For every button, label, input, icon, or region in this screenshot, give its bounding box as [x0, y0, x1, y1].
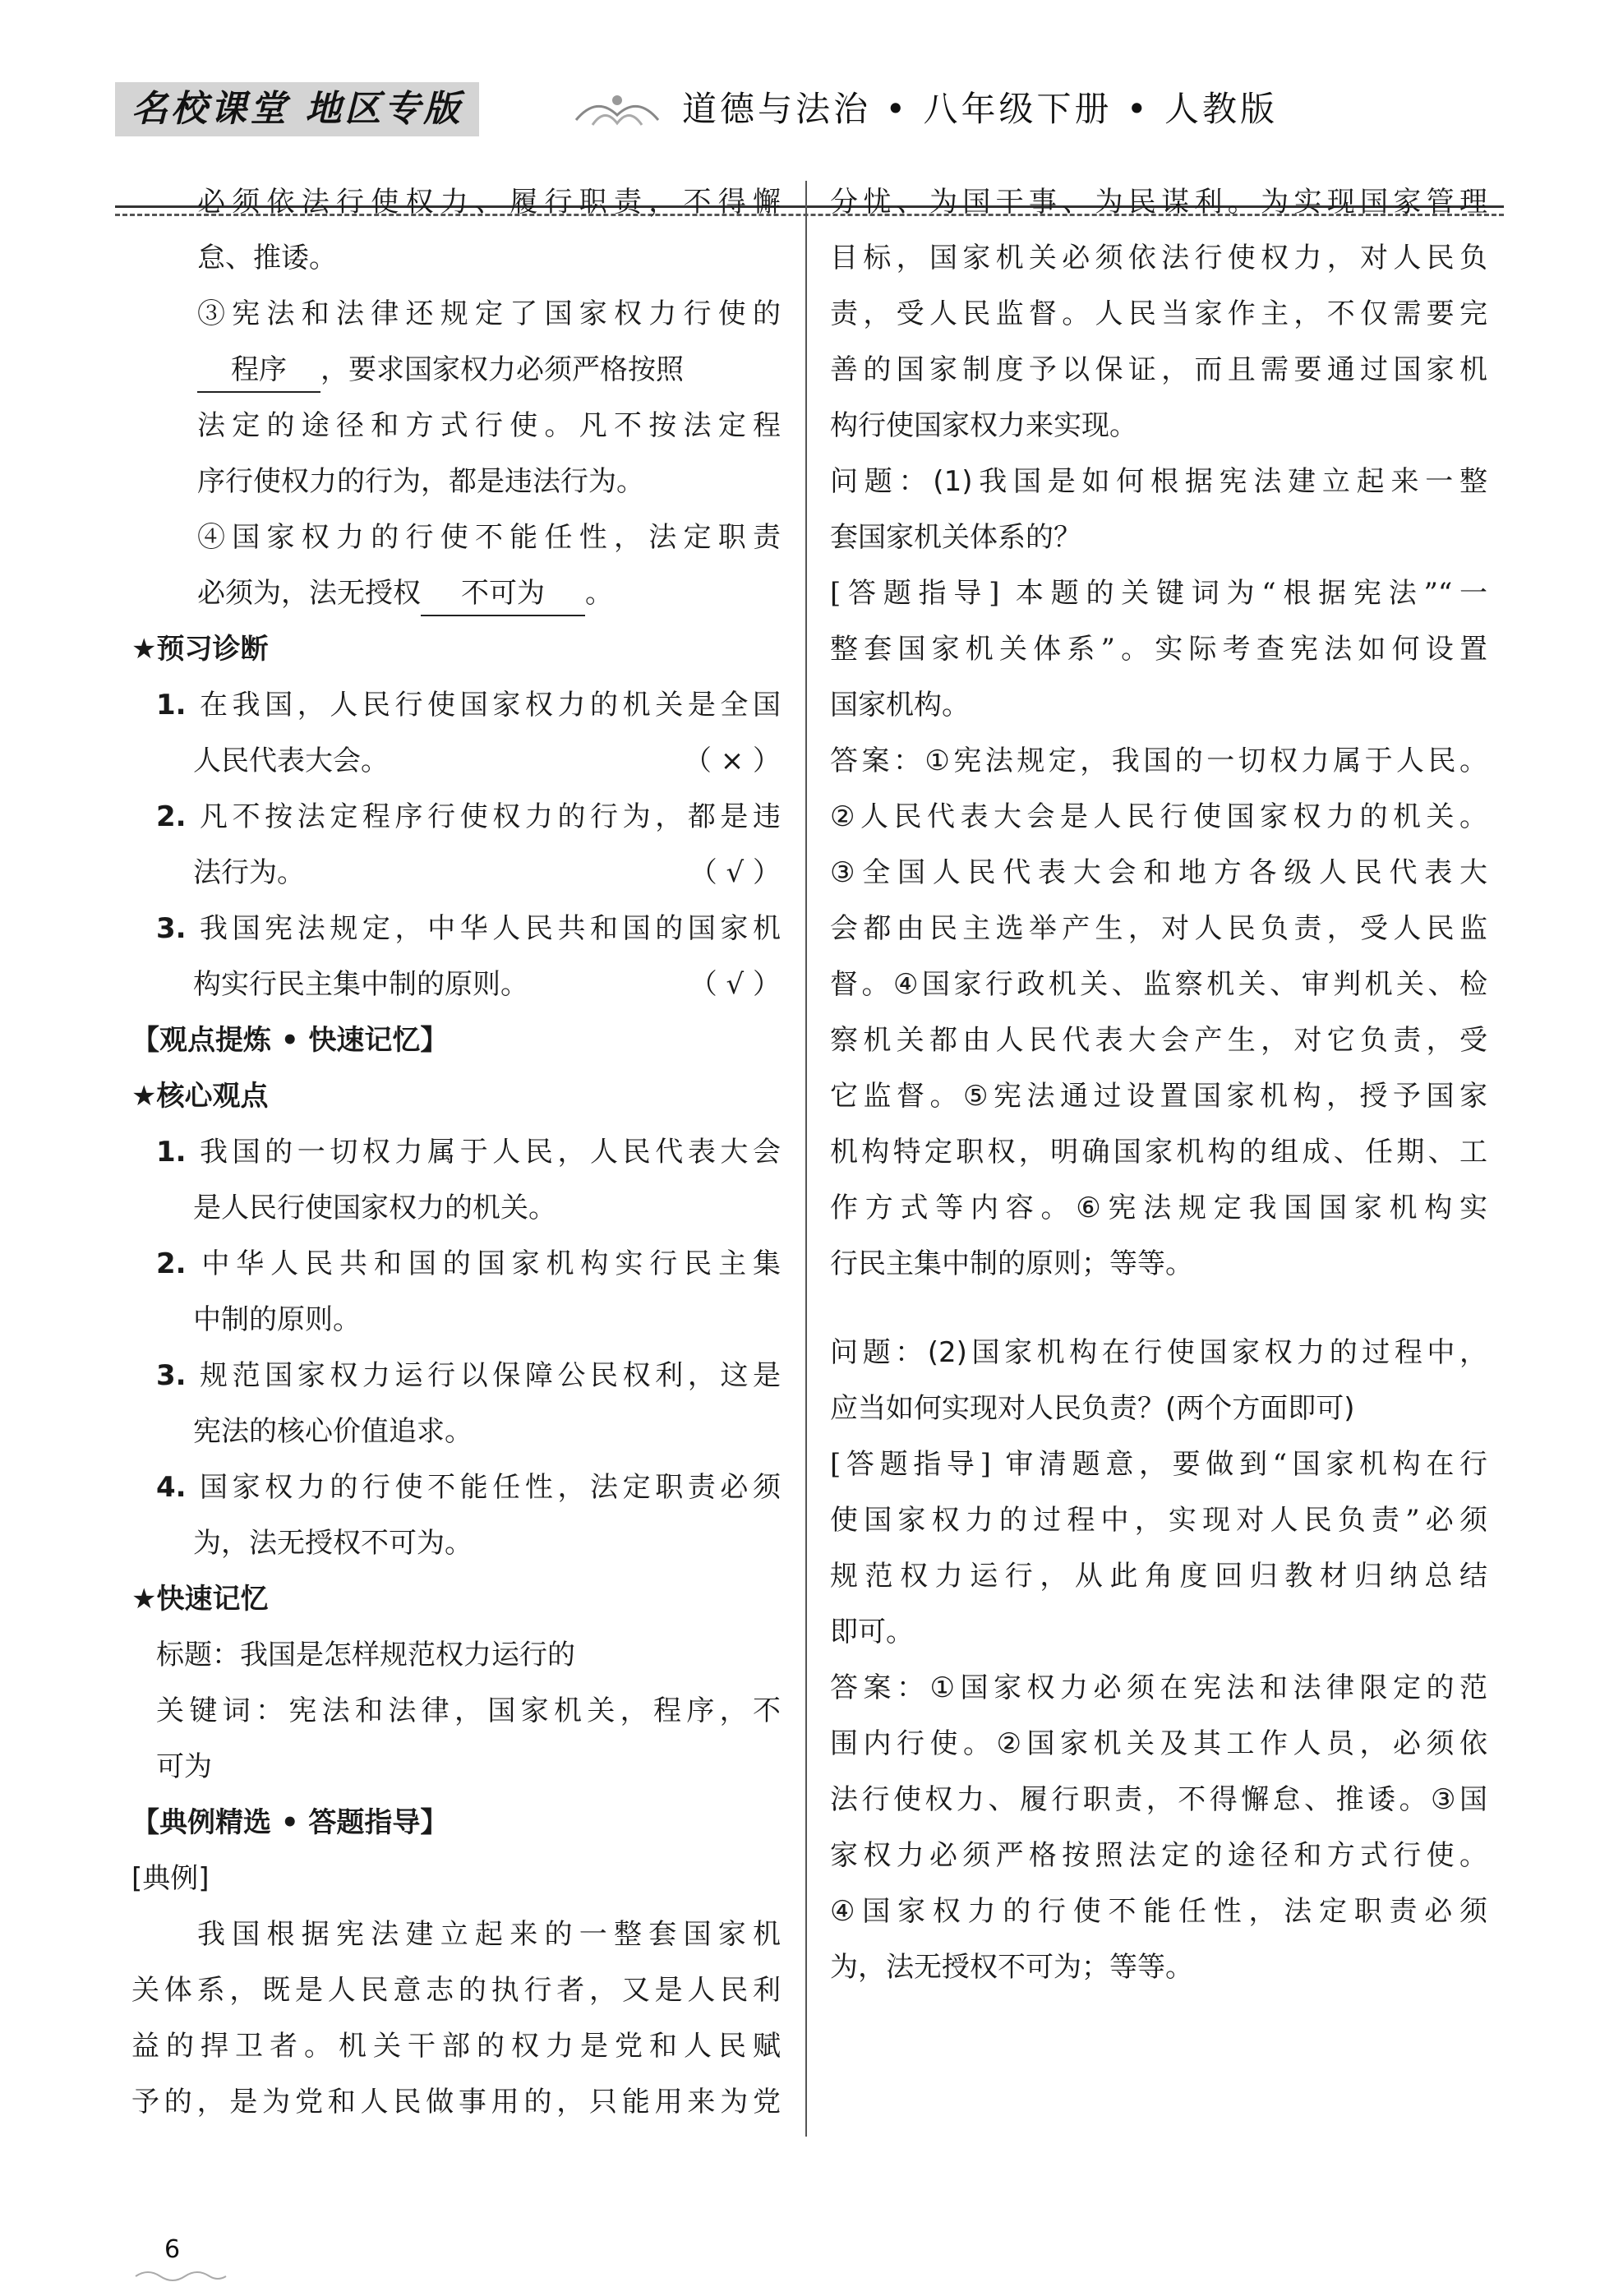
quiz-item — [131, 789, 781, 845]
example-text: 我国根据宪法建立起来的一整套国家机 — [197, 1918, 781, 1951]
text-span: ，要求国家权力必须严格按照 — [320, 353, 684, 386]
example-text: 益的捍卫者。机关干部的权力是党和人民赋 — [131, 2030, 781, 2063]
text-line-with-blank — [131, 342, 781, 398]
quiz-text: 人民代表大会。 — [193, 745, 389, 777]
spacer — [830, 1292, 1487, 1325]
leaf-ornament-icon — [572, 87, 662, 133]
fill-blank-answer: 程序 — [197, 348, 320, 393]
item-number: 1. — [156, 1136, 187, 1169]
text-line: 序行使权力的行为，都是违法行为。 — [197, 465, 644, 498]
answer-2: 答案：①国家权力必须在宪法和法律限定的范 — [830, 1671, 1487, 1704]
series-brand: 名校课堂 地区专版 — [115, 82, 479, 136]
answer-1: 答案：①宪法规定，我国的一切权力属于人民。 — [830, 745, 1487, 777]
right-column — [830, 174, 1487, 1995]
answer-2: 家权力必须严格按照法定的途径和方式行使。 — [830, 1839, 1487, 1872]
memory-keywords-cont: 可为 — [156, 1750, 212, 1783]
text-span: 必须为，法无授权 — [197, 577, 421, 610]
example-tag: [典例] — [131, 1862, 210, 1895]
text-line: 必须依法行使权力、履行职责，不得懈 — [197, 186, 781, 219]
quiz-text: 在我国，人民行使国家权力的机关是全国 — [199, 689, 781, 722]
guidance-1: 国家机构。 — [830, 689, 970, 722]
section-heading: 【典例精选 • 答题指导】 — [131, 1806, 449, 1839]
core-text: 国家权力的行使不能任性，法定职责必须 — [199, 1471, 781, 1504]
left-column — [131, 174, 781, 2130]
page-header — [115, 82, 1504, 148]
question-1-cont: 套国家机关体系的？ — [830, 521, 1081, 554]
core-text: 我国的一切权力属于人民，人民代表大会 — [199, 1136, 781, 1169]
guidance-2: 使国家权力的过程中，实现对人民负责”必须 — [830, 1504, 1487, 1537]
answer-1: 作方式等内容。⑥宪法规定我国国家机构实 — [830, 1192, 1487, 1224]
answer-1: 行民主集中制的原则；等等。 — [830, 1247, 1193, 1280]
core-point-cont: 是人民行使国家权力的机关。 — [193, 1192, 556, 1224]
core-point — [131, 1348, 781, 1404]
quiz-item-cont — [131, 957, 781, 1012]
core-point-cont: 宪法的核心价值追求。 — [193, 1415, 473, 1448]
question-1: 问题：(1)我国是如何根据宪法建立起来一整 — [830, 465, 1487, 498]
guidance-2: [答题指导] 审清题意，要做到“国家机构在行 — [830, 1448, 1487, 1481]
text-span: 。 — [585, 577, 613, 610]
guidance-2: 规范权力运行，从此角度回归教材归纳总结 — [830, 1560, 1487, 1593]
example-text: 责，受人民监督。人民当家作主，不仅需要完 — [830, 297, 1487, 330]
answer-mark: （ √ ） — [689, 856, 781, 889]
footer-ornament-icon — [131, 2268, 230, 2284]
text-line-with-blank — [131, 565, 781, 621]
page-number: 6 — [164, 2235, 181, 2264]
text-line: 怠、推诿。 — [197, 242, 337, 274]
answer-2: ④国家权力的行使不能任性，法定职责必须 — [830, 1895, 1487, 1928]
quiz-item-cont — [131, 845, 781, 901]
answer-2: 围内行使。②国家机关及其工作人员，必须依 — [830, 1727, 1487, 1760]
subject-title: 道德与法治 • 八年级下册 • 人教版 — [682, 89, 1278, 129]
question-2-cont: 应当如何实现对人民负责？(两个方面即可) — [830, 1392, 1355, 1425]
item-number: 3. — [156, 912, 187, 945]
answer-1: 督。④国家行政机关、监察机关、审判机关、检 — [830, 968, 1487, 1001]
example-text: 构行使国家权力来实现。 — [830, 409, 1137, 442]
text-line: ④国家权力的行使不能任性，法定职责 — [197, 521, 781, 554]
answer-2: 法行使权力、履行职责，不得懈怠、推诿。③国 — [830, 1783, 1487, 1816]
column-divider — [805, 181, 807, 2137]
question-2: 问题：(2)国家机构在行使国家权力的过程中， — [830, 1336, 1487, 1369]
quiz-text: 构实行民主集中制的原则。 — [193, 968, 528, 1001]
core-point-cont: 中制的原则。 — [193, 1303, 361, 1336]
core-point-cont: 为，法无授权不可为。 — [193, 1527, 473, 1560]
answer-2: 为，法无授权不可为；等等。 — [830, 1951, 1193, 1984]
preview-heading: ★预习诊断 — [131, 633, 269, 666]
guidance-1: [答题指导] 本题的关键词为“根据宪法”“一 — [830, 577, 1487, 610]
memory-heading: ★快速记忆 — [131, 1583, 269, 1616]
example-text: 善的国家制度予以保证，而且需要通过国家机 — [830, 353, 1487, 386]
answer-1: 机构特定职权，明确国家机构的组成、任期、工 — [830, 1136, 1487, 1169]
fill-blank-answer: 不可为 — [421, 572, 585, 616]
memory-title: 标题：我国是怎样规范权力运行的 — [156, 1639, 575, 1671]
item-number: 2. — [156, 800, 187, 833]
example-text: 关体系，既是人民意志的执行者，又是人民利 — [131, 1974, 781, 2007]
quiz-text: 我国宪法规定，中华人民共和国的国家机 — [199, 912, 781, 945]
answer-1: ②人民代表大会是人民行使国家权力的机关。 — [830, 800, 1487, 833]
core-heading: ★核心观点 — [131, 1080, 269, 1113]
quiz-text: 法行为。 — [193, 856, 305, 889]
example-text: 分忧、为国干事、为民谋利。为实现国家管理 — [830, 186, 1487, 219]
quiz-item-cont — [131, 733, 781, 789]
core-point — [131, 1124, 781, 1180]
core-point — [131, 1236, 781, 1292]
item-number: 2. — [156, 1247, 187, 1280]
text-line: 法定的途径和方式行使。凡不按法定程 — [197, 409, 781, 442]
core-point — [131, 1459, 781, 1515]
example-text: 予的，是为党和人民做事用的，只能用来为党 — [131, 2086, 781, 2118]
item-number: 1. — [156, 689, 187, 722]
answer-mark: （ √ ） — [689, 968, 781, 1001]
answer-1: 它监督。⑤宪法通过设置国家机构，授予国家 — [830, 1080, 1487, 1113]
quiz-item — [131, 901, 781, 957]
text-line: ③宪法和法律还规定了国家权力行使的 — [197, 297, 781, 330]
answer-1: 会都由民主选举产生，对人民负责，受人民监 — [830, 912, 1487, 945]
core-text: 规范国家权力运行以保障公民权利，这是 — [199, 1359, 781, 1392]
answer-mark: （ × ） — [683, 745, 781, 777]
answer-1: ③全国人民代表大会和地方各级人民代表大 — [830, 856, 1487, 889]
guidance-2: 即可。 — [830, 1616, 914, 1648]
memory-keywords: 关键词：宪法和法律，国家机关，程序，不 — [156, 1694, 781, 1727]
answer-1: 察机关都由人民代表大会产生，对它负责，受 — [830, 1024, 1487, 1057]
core-text: 中华人民共和国的国家机构实行民主集 — [201, 1247, 781, 1280]
guidance-1: 整套国家机关体系”。实际考查宪法如何设置 — [830, 633, 1487, 666]
section-heading: 【观点提炼 • 快速记忆】 — [131, 1024, 449, 1057]
quiz-item — [131, 677, 781, 733]
item-number: 4. — [156, 1471, 187, 1504]
example-text: 目标，国家机关必须依法行使权力，对人民负 — [830, 242, 1487, 274]
item-number: 3. — [156, 1359, 187, 1392]
quiz-text: 凡不按法定程序行使权力的行为，都是违 — [199, 800, 781, 833]
